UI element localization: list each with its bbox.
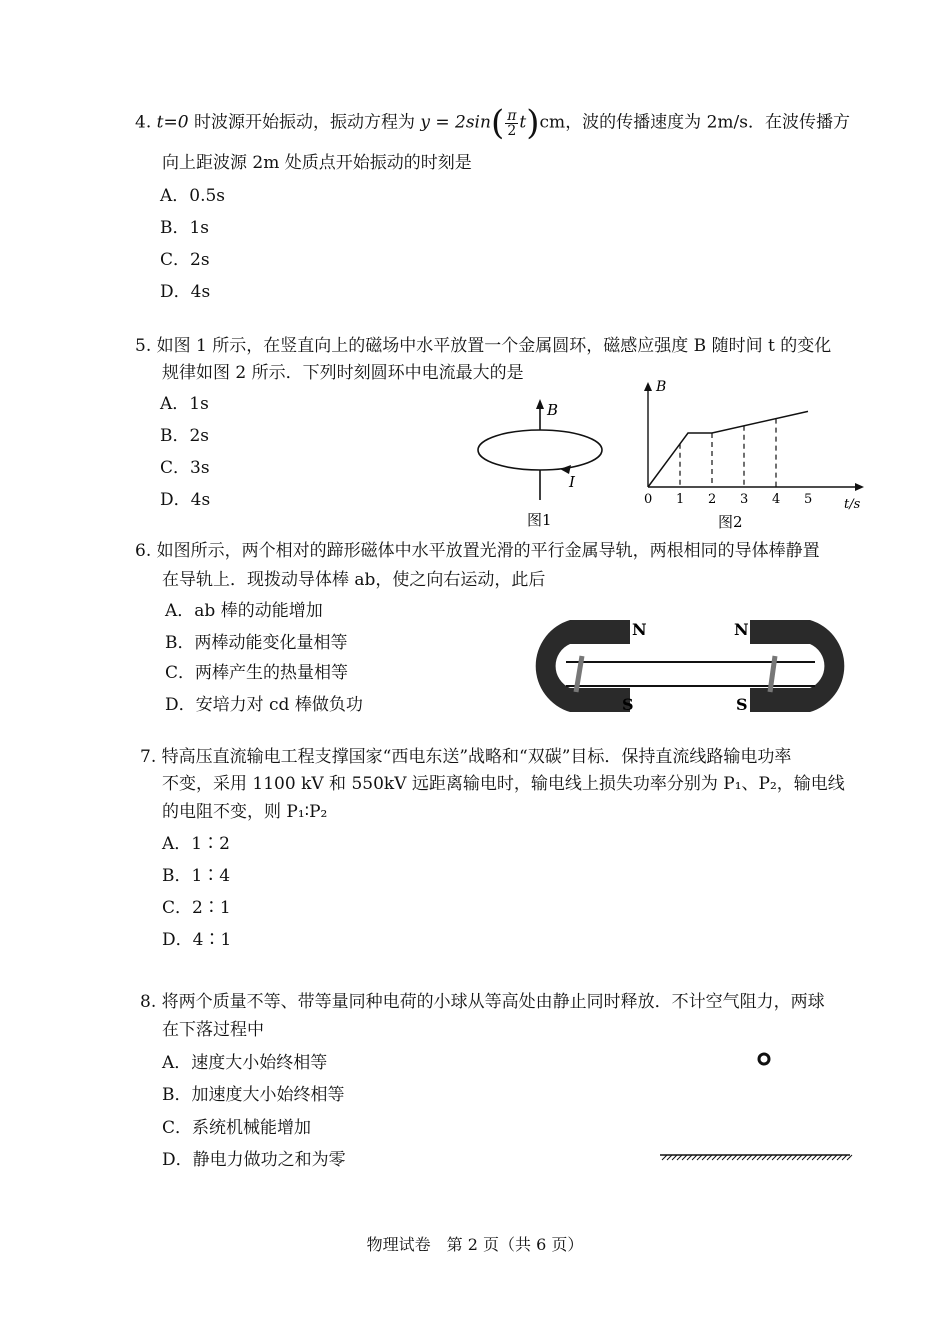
x-axis-arrow-icon — [855, 483, 864, 491]
q6-option-a: A．ab 棒的动能增加 — [165, 601, 323, 621]
x-tick-label: 3 — [740, 492, 749, 507]
q5-line2: 规律如图 2 所示．下列时刻圆环中电流最大的是 — [162, 363, 524, 383]
q6-line1: 6. 如图所示，两个相对的蹄形磁体中水平放置光滑的平行金属导轨，两根相同的导体棒静置 — [135, 541, 820, 561]
x-tick-label: 2 — [708, 492, 717, 507]
q5-line1: 5. 如图 1 所示，在竖直向上的磁场中水平放置一个金属圆环，磁感应强度 B 随时间 t 的变化 — [135, 336, 832, 356]
x-tick-label: 5 — [804, 492, 813, 507]
page-footer: 物理试卷 第 2 页（共 6 页） — [366, 1235, 584, 1254]
q6-option-c: C．两棒产生的热量相等 — [165, 663, 349, 683]
q7-line2: 不变，采用 1100 kV 和 550kV 远距离输电时，输电线上损失功率分别为 P₁、P₂，输电线 — [162, 774, 845, 794]
y-axis-arrow-icon — [644, 382, 652, 391]
q5-option-a: A．1s — [160, 394, 209, 414]
q4-option-b: B．1s — [160, 218, 210, 238]
figure-ball-ground — [650, 1045, 860, 1170]
q6-option-b: B．两棒动能变化量相等 — [165, 633, 348, 653]
q7-line3: 的电阻不变，则 P₁∶P₂ — [162, 802, 328, 822]
equation-fraction: $\frac{\pi}{2}$ — [507, 107, 517, 139]
left-magnet-s: S — [622, 695, 634, 714]
label-b: B — [547, 401, 559, 419]
q4-option-d: D．4s — [160, 282, 211, 302]
q4-line1: 4. t=0 时波源开始振动，振动方程为 y = 2sin( $\frac{\pi}{2}$ t)cm，波的传播速度为 2m/s．在波传播方 — [135, 103, 850, 143]
b-vs-t-line — [648, 411, 808, 487]
figure-2-caption: 图2 — [718, 513, 743, 531]
q8-option-a: A．速度大小始终相等 — [162, 1053, 328, 1073]
q7-option-a: A．1∶2 — [162, 834, 230, 854]
q8-line1: 8. 将两个质量不等、带等量同种电荷的小球从等高处由静止同时释放．不计空气阻力，两球 — [140, 992, 825, 1012]
q8-option-d: D．静电力做功之和为零 — [162, 1150, 346, 1170]
q6-line2: 在导轨上．现拨动导体棒 ab，使之向右运动，此后 — [162, 570, 546, 590]
x-tick-label: 1 — [676, 492, 685, 507]
y-axis-label: B — [656, 379, 667, 395]
q5-option-d: D．4s — [160, 490, 211, 510]
q5-option-c: C．3s — [160, 458, 210, 478]
charged-ball — [759, 1054, 769, 1064]
q8-line2: 在下落过程中 — [162, 1020, 264, 1040]
figure-2-chart — [630, 375, 870, 535]
right-horseshoe-magnet — [750, 620, 844, 712]
label-i: I — [569, 473, 575, 491]
q5-option-b: B．2s — [160, 426, 210, 446]
x-tick-label: 0 — [644, 492, 653, 507]
q6-option-d: D．安培力对 cd 棒做负功 — [165, 695, 363, 715]
q7-option-d: D．4∶1 — [162, 930, 232, 950]
figure-1-ring — [465, 395, 625, 535]
q7-option-c: C．2∶1 — [162, 898, 231, 918]
right-magnet-s: S — [736, 695, 748, 714]
field-arrow-icon — [536, 399, 544, 409]
q7-line1: 7. 特高压直流输电工程支撑国家“西电东送”战略和“双碳”目标．保持直流线路输电功率 — [140, 747, 792, 767]
figure-1-caption: 图1 — [527, 511, 552, 529]
x-tick-label: 4 — [772, 492, 781, 507]
figure-magnets-rails — [510, 612, 875, 717]
left-magnet-n: N — [632, 620, 647, 639]
q4-option-c: C．2s — [160, 250, 210, 270]
metal-ring — [478, 430, 602, 470]
right-magnet-n: N — [734, 620, 749, 639]
q8-option-c: C．系统机械能增加 — [162, 1118, 312, 1138]
x-axis-label: t/s — [844, 497, 861, 512]
q4-option-a: A．0.5s — [160, 186, 226, 206]
q7-option-b: B．1∶4 — [162, 866, 231, 886]
q4-line2: 向上距波源 2m 处质点开始振动的时刻是 — [162, 153, 472, 173]
q8-option-b: B．加速度大小始终相等 — [162, 1085, 345, 1105]
